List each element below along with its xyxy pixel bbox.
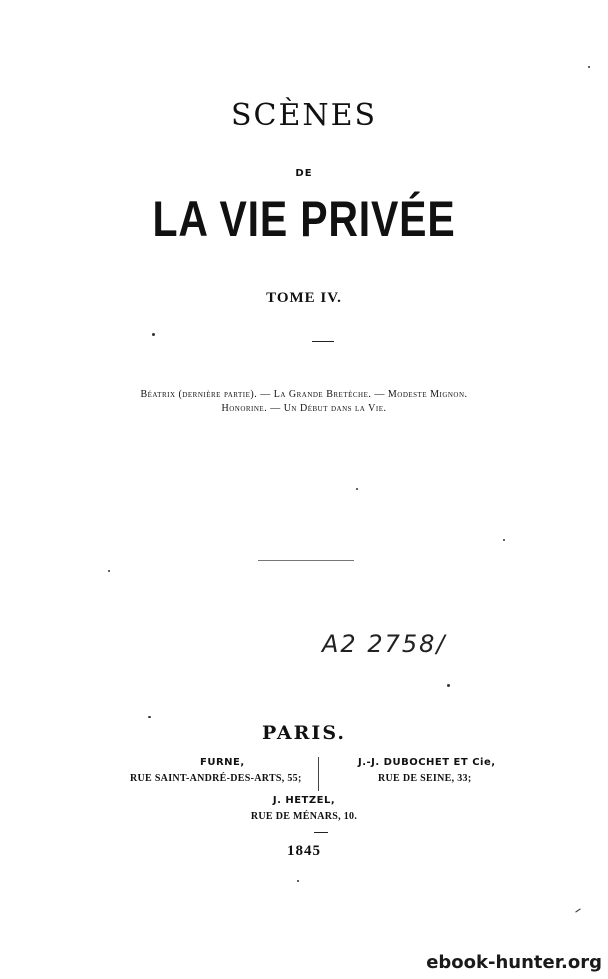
left-publisher: FURNE, bbox=[200, 757, 245, 768]
ink-speck bbox=[108, 570, 110, 572]
divider-short bbox=[312, 341, 334, 342]
imprint-city: PARIS. bbox=[262, 722, 346, 744]
watermark: ebook-hunter.org bbox=[426, 952, 602, 973]
right-address: RUE DE SEINE, 33; bbox=[378, 773, 472, 784]
divider-year bbox=[314, 832, 328, 833]
volume-label: TOME IV. bbox=[266, 290, 342, 306]
imprint-separator bbox=[318, 757, 319, 791]
ink-speck bbox=[503, 539, 505, 541]
center-publisher: J. HETZEL, bbox=[272, 795, 336, 806]
divider-long bbox=[258, 560, 354, 561]
title-middle: DE bbox=[295, 168, 313, 179]
title-top: SCÈNES bbox=[230, 98, 378, 133]
ink-speck bbox=[447, 684, 450, 687]
publication-year: 1845 bbox=[287, 843, 321, 859]
contents-line-1: Béatrix (dernière partie). — La Grande Bretèche. — Modeste Mignon. bbox=[140, 389, 468, 400]
ink-speck bbox=[575, 908, 580, 912]
center-address: RUE DE MÉNARS, 10. bbox=[250, 811, 358, 822]
title-main: LA VIE PRIVÉE bbox=[152, 191, 456, 247]
ink-speck bbox=[588, 66, 590, 68]
ink-speck bbox=[297, 880, 299, 882]
left-address: RUE SAINT-ANDRÉ-DES-ARTS, 55; bbox=[130, 773, 302, 784]
ink-speck bbox=[152, 333, 155, 336]
right-publisher: J.-J. DUBOCHET ET Cie, bbox=[358, 757, 496, 768]
ink-speck bbox=[148, 716, 151, 718]
contents-line-2: Honorine. — Un Début dans la Vie. bbox=[221, 403, 387, 414]
shelfmark-handwritten: A2 2758/ bbox=[322, 630, 447, 658]
ink-speck bbox=[356, 488, 358, 490]
